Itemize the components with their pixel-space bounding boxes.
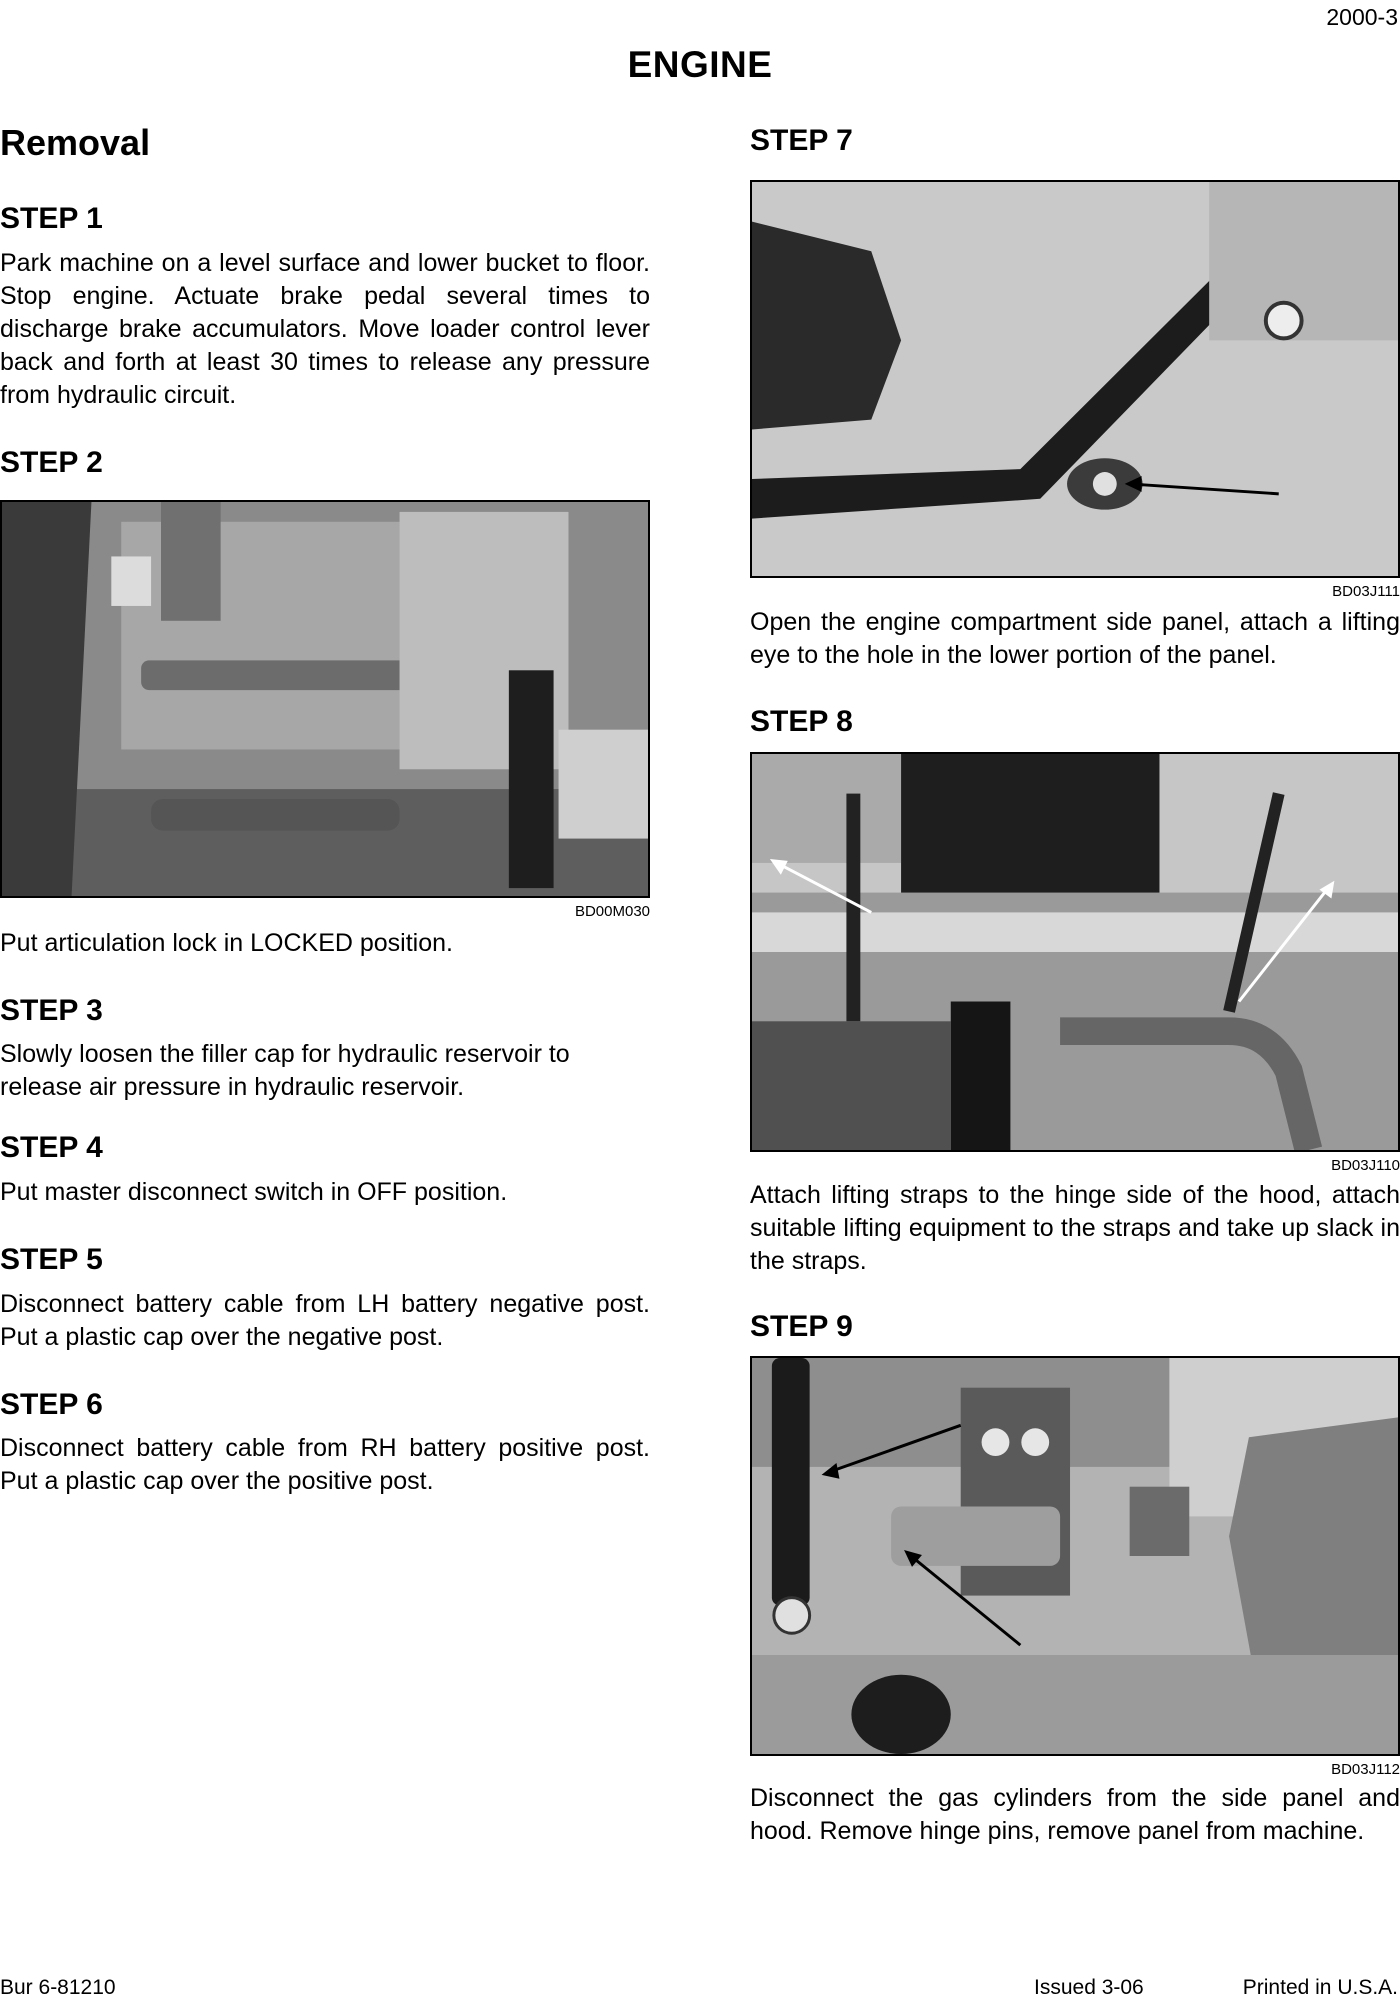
page-number: 2000-3 [1326,4,1398,30]
footer-issued: Issued 3-06 [1034,1976,1144,1999]
step-6-text: Disconnect battery cable from RH battery positive post. Put a plastic cap over the positive post. [0,1434,650,1495]
footer-printed: Printed in U.S.A. [1242,1976,1398,1999]
step-7-figure-id: BD03J111 [1332,583,1400,600]
step-7-text: Open the engine compartment side panel, attach a lifting eye to the hole in the lower portion of the panel. [750,608,1400,669]
step-8-title: STEP 8 [750,705,853,738]
step-2-figure-id: BD00M030 [574,903,650,920]
step-3-title: STEP 3 [0,994,103,1027]
step-7-photo-side-panel [750,180,1400,578]
step-7-title: STEP 7 [750,124,853,157]
step-2-text: Put articulation lock in LOCKED position. [0,929,453,957]
step-4-title: STEP 4 [0,1131,103,1164]
step-3-text: Slowly loosen the filler cap for hydraulic reservoir to release air pressure in hydraulic reservoir. [0,1040,570,1101]
step-5-title: STEP 5 [0,1243,103,1276]
step-1-title: STEP 1 [0,202,103,235]
removal-heading: Removal [0,122,151,163]
step-1-text: Park machine on a level surface and lower bucket to floor. Stop engine. Actuate brake pedal several times to discharge brake accumulators. Move loader control lever back and forth at least 30 times to release any pressure from hydraulic circuit. [0,249,650,409]
step-9-figure-id: BD03J112 [1331,1761,1400,1778]
step-8-text: Attach lifting straps to the hinge side of the hood, attach suitable lifting equipment to the straps and take up slack in the straps. [750,1181,1400,1275]
step-9-photo-gas-cylinders [750,1356,1400,1756]
section-title: ENGINE [627,44,773,85]
step-6-title: STEP 6 [0,1388,103,1421]
footer-doc-number: Bur 6-81210 [0,1976,116,1999]
step-8-figure-id: BD03J110 [1331,1157,1400,1174]
step-4-text: Put master disconnect switch in OFF position. [0,1178,508,1206]
step-2-photo-articulation-lock [0,500,650,898]
step-5-text: Disconnect battery cable from LH battery negative post. Put a plastic cap over the negative post. [0,1290,650,1351]
step-9-title: STEP 9 [750,1310,853,1343]
step-9-text: Disconnect the gas cylinders from the side panel and hood. Remove hinge pins, remove panel from machine. [750,1784,1400,1845]
step-2-title: STEP 2 [0,446,103,479]
step-8-photo-hood-hinge [750,752,1400,1152]
